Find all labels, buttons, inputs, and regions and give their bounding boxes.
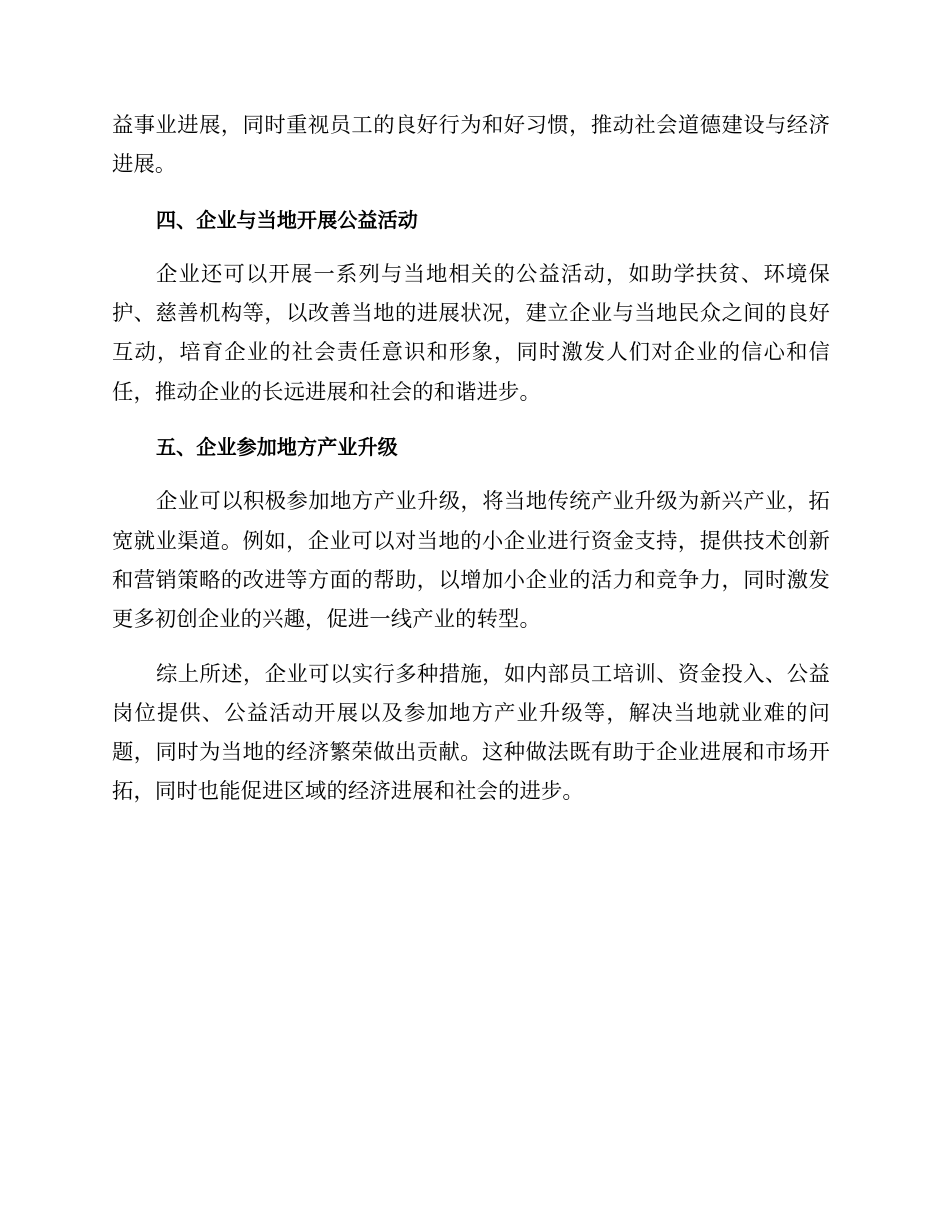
spacer bbox=[112, 640, 830, 655]
spacer bbox=[112, 412, 830, 428]
section-4-heading: 四、企业与当地开展公益活动 bbox=[156, 207, 418, 232]
spacer bbox=[112, 240, 830, 255]
section-4-paragraph: 企业还可以开展一系列与当地相关的公益活动，如助学扶贫、环境保护、慈善机构等，以改善当地的进展状况，建立企业与当地民众之间的良好互动，培育企业的社会责任意识和形象，同时激发人们对企业的信心和信任，推动企业的长远进展和社会的和谐进步。 bbox=[112, 261, 830, 405]
spacer bbox=[112, 185, 830, 201]
conclusion-paragraph: 综上所述，企业可以实行多种措施，如内部员工培训、资金投入、公益岗位提供、公益活动开展以及参加地方产业升级等，解决当地就业难的问题，同时为当地的经济繁荣做出贡献。这种做法既有助于企业进展和市场开拓，同时也能促进区域的经济进展和社会的进步。 bbox=[112, 661, 830, 805]
continuation-paragraph: 益事业进展，同时重视员工的良好行为和好习惯，推动社会道德建设与经济进展。 bbox=[112, 113, 830, 178]
document-page bbox=[112, 106, 830, 812]
section-5-heading: 五、企业参加地方产业升级 bbox=[156, 435, 398, 460]
section-5-paragraph: 企业可以积极参加地方产业升级，将当地传统产业升级为新兴产业，拓宽就业渠道。例如，企业可以对当地的小企业进行资金支持，提供技术创新和营销策略的改进等方面的帮助，以增加小企业的活力和竞争力，同时激发更多初创企业的兴趣，促进一线产业的转型。 bbox=[112, 489, 830, 633]
spacer bbox=[112, 467, 830, 482]
